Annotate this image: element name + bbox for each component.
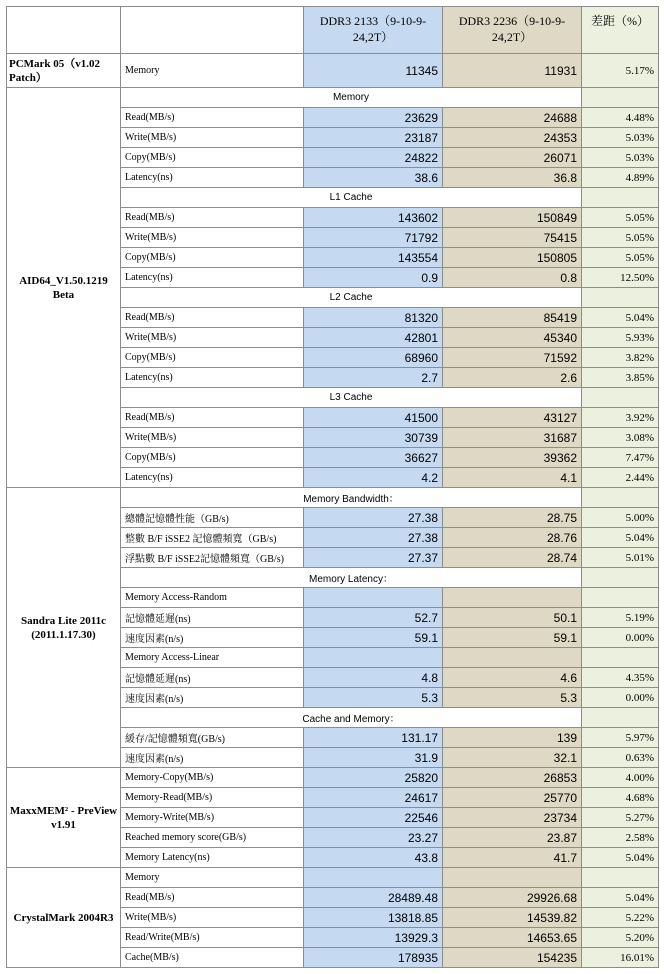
row-value-a: 43.8 xyxy=(304,848,443,868)
row-value-a: 28489.48 xyxy=(304,888,443,908)
row-value-a: 13929.3 xyxy=(304,928,443,948)
row-diff: 5.20% xyxy=(582,928,659,948)
row-value-b: 45340 xyxy=(443,328,582,348)
row-item-label: 速度因素(n/s) xyxy=(121,628,304,648)
header-blank-cell xyxy=(121,7,304,54)
section-diff-blank xyxy=(582,488,659,508)
row-item-label: Copy(MB/s) xyxy=(121,448,304,468)
benchmark-name: CrystalMark 2004R3 xyxy=(7,868,121,968)
row-value-b: 36.8 xyxy=(443,168,582,188)
row-diff: 5.17% xyxy=(582,54,659,88)
row-item-label: Read(MB/s) xyxy=(121,208,304,228)
row-value-b: 25770 xyxy=(443,788,582,808)
row-diff: 5.97% xyxy=(582,728,659,748)
row-item-label: Read(MB/s) xyxy=(121,888,304,908)
section-diff-blank xyxy=(582,708,659,728)
benchmark-name: AID64_V1.50.1219 Beta xyxy=(7,88,121,488)
row-diff: 4.48% xyxy=(582,108,659,128)
row-value-a: 30739 xyxy=(304,428,443,448)
row-value-b: 24353 xyxy=(443,128,582,148)
row-value-b: 26853 xyxy=(443,768,582,788)
section-title: Memory Latency： xyxy=(121,568,582,588)
row-value-b: 24688 xyxy=(443,108,582,128)
row-value-a: 22546 xyxy=(304,808,443,828)
row-value-a: 11345 xyxy=(304,54,443,88)
row-item-label: Memory xyxy=(121,54,304,88)
row-item-label: Cache(MB/s) xyxy=(121,948,304,968)
benchmark-name: PCMark 05（v1.02 Patch） xyxy=(7,54,121,88)
row-value-b: 31687 xyxy=(443,428,582,448)
section-row xyxy=(7,88,659,108)
row-value-a: 41500 xyxy=(304,408,443,428)
row-diff: 5.22% xyxy=(582,908,659,928)
row-value-b: 14653.65 xyxy=(443,928,582,948)
row-diff: 4.68% xyxy=(582,788,659,808)
row-diff: 0.00% xyxy=(582,628,659,648)
row-value-a: 178935 xyxy=(304,948,443,968)
row-value-a: 23629 xyxy=(304,108,443,128)
header-row xyxy=(7,7,659,54)
row-diff: 5.03% xyxy=(582,128,659,148)
row-value-a: 59.1 xyxy=(304,628,443,648)
row-diff: 5.01% xyxy=(582,548,659,568)
row-item-label: Latency(ns) xyxy=(121,168,304,188)
row-diff: 3.08% xyxy=(582,428,659,448)
row-diff: 5.19% xyxy=(582,608,659,628)
row-item-label: Latency(ns) xyxy=(121,268,304,288)
row-item-label: Write(MB/s) xyxy=(121,428,304,448)
row-value-a: 36627 xyxy=(304,448,443,468)
row-item-label: 總體記憶體性能（GB/s) xyxy=(121,508,304,528)
row-value-b: 28.74 xyxy=(443,548,582,568)
row-value-b: 75415 xyxy=(443,228,582,248)
header-blank-cell xyxy=(7,7,121,54)
row-value-b: 26071 xyxy=(443,148,582,168)
table-body xyxy=(7,7,659,968)
row-diff: 4.00% xyxy=(582,768,659,788)
row-item-label: 速度因素(n/s) xyxy=(121,748,304,768)
row-value-b: 23734 xyxy=(443,808,582,828)
section-diff-blank xyxy=(582,388,659,408)
row-item-label: 緩存/記憶體頻寬(GB/s) xyxy=(121,728,304,748)
row-diff: 5.05% xyxy=(582,228,659,248)
row-diff: 0.63% xyxy=(582,748,659,768)
row-item-label: Copy(MB/s) xyxy=(121,348,304,368)
row-value-a: 27.38 xyxy=(304,528,443,548)
row-value-a: 4.2 xyxy=(304,468,443,488)
row-item-label: 速度因素(n/s) xyxy=(121,688,304,708)
section-diff-blank xyxy=(582,288,659,308)
row-item-label: Read(MB/s) xyxy=(121,108,304,128)
row-diff: 12.50% xyxy=(582,268,659,288)
row-value-b: 150849 xyxy=(443,208,582,228)
row-value-b: 85419 xyxy=(443,308,582,328)
row-diff: 3.82% xyxy=(582,348,659,368)
row-value-a: 143602 xyxy=(304,208,443,228)
row-value-b: 5.3 xyxy=(443,688,582,708)
header-col-a: DDR3 2133（9-10-9-24,2T） xyxy=(304,7,443,54)
row-item-label: 整數 B/F iSSE2 記憶體頻寬（GB/s) xyxy=(121,528,304,548)
row-value-a: 0.9 xyxy=(304,268,443,288)
benchmark-name: Sandra Lite 2011c (2011.1.17.30) xyxy=(7,488,121,768)
table-row xyxy=(7,868,659,888)
row-item-label: Latency(ns) xyxy=(121,468,304,488)
row-value-b: 4.1 xyxy=(443,468,582,488)
row-item-label: Copy(MB/s) xyxy=(121,148,304,168)
section-title: L2 Cache xyxy=(121,288,582,308)
row-value-a: 52.7 xyxy=(304,608,443,628)
row-item-label: Memory Latency(ns) xyxy=(121,848,304,868)
section-row xyxy=(7,488,659,508)
row-value-a: 81320 xyxy=(304,308,443,328)
section-title: L3 Cache xyxy=(121,388,582,408)
row-value-a xyxy=(304,868,443,888)
row-value-b xyxy=(443,588,582,608)
row-diff: 5.04% xyxy=(582,528,659,548)
row-diff: 3.92% xyxy=(582,408,659,428)
section-title: Memory xyxy=(121,88,582,108)
table-row xyxy=(7,54,659,88)
table-row xyxy=(7,768,659,788)
row-value-a: 31.9 xyxy=(304,748,443,768)
row-value-a: 68960 xyxy=(304,348,443,368)
row-value-b: 41.7 xyxy=(443,848,582,868)
row-value-b: 0.8 xyxy=(443,268,582,288)
row-diff: 0.00% xyxy=(582,688,659,708)
row-item-label: Read/Write(MB/s) xyxy=(121,928,304,948)
row-value-a: 13818.85 xyxy=(304,908,443,928)
row-value-b: 4.6 xyxy=(443,668,582,688)
row-item-label: Read(MB/s) xyxy=(121,308,304,328)
row-value-b: 14539.82 xyxy=(443,908,582,928)
row-diff: 7.47% xyxy=(582,448,659,468)
benchmark-table xyxy=(6,6,659,968)
row-value-b: 150805 xyxy=(443,248,582,268)
row-value-b xyxy=(443,868,582,888)
header-col-diff: 差距（%） xyxy=(582,7,659,54)
row-value-a: 71792 xyxy=(304,228,443,248)
row-value-b: 154235 xyxy=(443,948,582,968)
row-item-label: 浮點數 B/F iSSE2記憶體頻寬（GB/s) xyxy=(121,548,304,568)
row-item-label: Latency(ns) xyxy=(121,368,304,388)
row-diff: 5.03% xyxy=(582,148,659,168)
row-value-a xyxy=(304,648,443,668)
row-value-b: 29926.68 xyxy=(443,888,582,908)
row-item-label: Memory Access-Random xyxy=(121,588,304,608)
row-value-a: 42801 xyxy=(304,328,443,348)
row-value-b: 28.75 xyxy=(443,508,582,528)
row-value-b: 59.1 xyxy=(443,628,582,648)
row-item-label: Write(MB/s) xyxy=(121,128,304,148)
row-value-b: 32.1 xyxy=(443,748,582,768)
row-item-label: 記憶體延遲(ns) xyxy=(121,608,304,628)
row-value-b: 11931 xyxy=(443,54,582,88)
row-diff xyxy=(582,648,659,668)
row-value-a: 23.27 xyxy=(304,828,443,848)
section-diff-blank xyxy=(582,88,659,108)
row-value-b: 2.6 xyxy=(443,368,582,388)
row-item-label: Write(MB/s) xyxy=(121,908,304,928)
row-item-label: Read(MB/s) xyxy=(121,408,304,428)
row-value-a: 25820 xyxy=(304,768,443,788)
row-item-label: Write(MB/s) xyxy=(121,328,304,348)
row-diff: 5.04% xyxy=(582,888,659,908)
row-item-label: Memory-Read(MB/s) xyxy=(121,788,304,808)
row-diff: 5.04% xyxy=(582,848,659,868)
row-value-b: 50.1 xyxy=(443,608,582,628)
row-value-a: 143554 xyxy=(304,248,443,268)
row-value-a: 38.6 xyxy=(304,168,443,188)
row-value-b: 71592 xyxy=(443,348,582,368)
row-item-label: Reached memory score(GB/s) xyxy=(121,828,304,848)
row-item-label: 記憶體延遲(ns) xyxy=(121,668,304,688)
row-item-label: Memory xyxy=(121,868,304,888)
row-diff: 5.93% xyxy=(582,328,659,348)
row-diff: 5.00% xyxy=(582,508,659,528)
row-value-a: 27.37 xyxy=(304,548,443,568)
row-value-b: 43127 xyxy=(443,408,582,428)
section-title: Cache and Memory： xyxy=(121,708,582,728)
row-value-b xyxy=(443,648,582,668)
row-value-b: 23.87 xyxy=(443,828,582,848)
row-item-label: Memory-Copy(MB/s) xyxy=(121,768,304,788)
row-diff: 5.27% xyxy=(582,808,659,828)
row-diff: 5.05% xyxy=(582,208,659,228)
header-col-b: DDR3 2236（9-10-9-24,2T） xyxy=(443,7,582,54)
row-value-a: 24822 xyxy=(304,148,443,168)
row-diff: 4.35% xyxy=(582,668,659,688)
row-value-a: 131.17 xyxy=(304,728,443,748)
row-value-a: 4.8 xyxy=(304,668,443,688)
benchmark-name: MaxxMEM² - PreView v1.91 xyxy=(7,768,121,868)
row-item-label: Write(MB/s) xyxy=(121,228,304,248)
row-value-a: 23187 xyxy=(304,128,443,148)
row-diff: 5.04% xyxy=(582,308,659,328)
section-diff-blank xyxy=(582,568,659,588)
row-value-a: 5.3 xyxy=(304,688,443,708)
row-value-b: 139 xyxy=(443,728,582,748)
row-value-a: 24617 xyxy=(304,788,443,808)
row-diff xyxy=(582,588,659,608)
section-title: L1 Cache xyxy=(121,188,582,208)
row-diff: 5.05% xyxy=(582,248,659,268)
row-diff xyxy=(582,868,659,888)
row-value-a xyxy=(304,588,443,608)
row-diff: 2.58% xyxy=(582,828,659,848)
section-diff-blank xyxy=(582,188,659,208)
row-value-b: 39362 xyxy=(443,448,582,468)
row-value-a: 27.38 xyxy=(304,508,443,528)
row-diff: 16.01% xyxy=(582,948,659,968)
row-item-label: Memory-Write(MB/s) xyxy=(121,808,304,828)
row-value-b: 28.76 xyxy=(443,528,582,548)
row-value-a: 2.7 xyxy=(304,368,443,388)
row-diff: 4.89% xyxy=(582,168,659,188)
row-item-label: Copy(MB/s) xyxy=(121,248,304,268)
row-item-label: Memory Access-Linear xyxy=(121,648,304,668)
row-diff: 3.85% xyxy=(582,368,659,388)
row-diff: 2.44% xyxy=(582,468,659,488)
section-title: Memory Bandwidth： xyxy=(121,488,582,508)
